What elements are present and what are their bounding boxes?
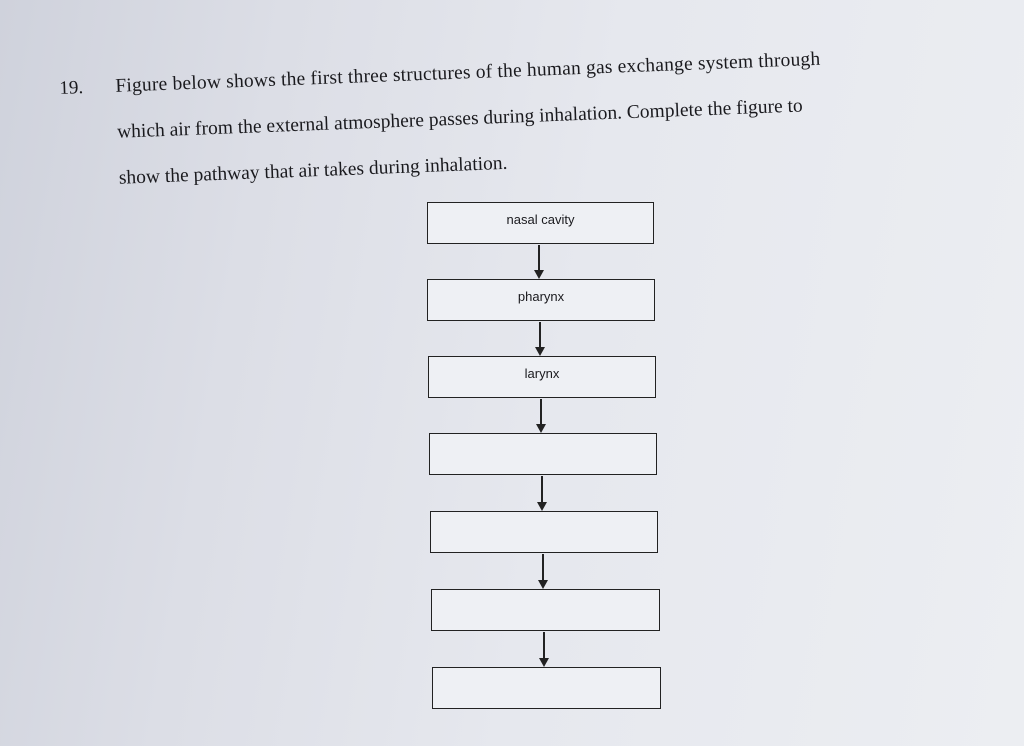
question-text-line-1: Figure below shows the first three structures of the human gas exchange system through	[114, 48, 821, 97]
question-text-line-3: show the pathway that air takes during inhalation.	[118, 152, 508, 189]
arrow-down-icon	[543, 632, 545, 665]
arrow-down-icon	[541, 476, 543, 509]
flowchart-box-nasal-cavity: nasal cavity	[427, 202, 654, 244]
flowchart-box-blank-1[interactable]	[429, 433, 657, 475]
arrow-down-icon	[538, 245, 540, 277]
arrow-down-icon	[540, 399, 542, 431]
flowchart-box-pharynx: pharynx	[427, 279, 655, 321]
flowchart-box-blank-2[interactable]	[430, 511, 658, 553]
arrow-down-icon	[542, 554, 544, 587]
question-text-line-2: which air from the external atmosphere passes during inhalation. Complete the figure to	[116, 95, 804, 143]
flowchart-box-blank-3[interactable]	[431, 589, 660, 631]
flowchart-box-blank-4[interactable]	[432, 667, 661, 709]
arrow-down-icon	[539, 322, 541, 354]
flowchart-box-larynx: larynx	[428, 356, 656, 398]
question-number: 19.	[58, 77, 84, 99]
